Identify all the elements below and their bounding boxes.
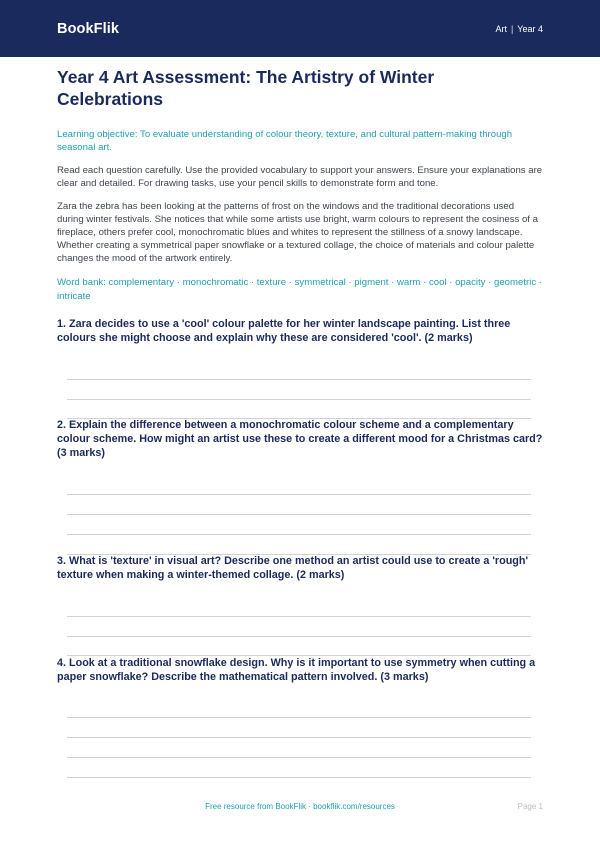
page-footer (0, 802, 600, 814)
answer-line[interactable] (67, 717, 531, 718)
answer-line[interactable] (67, 534, 531, 535)
top-bar (0, 0, 600, 57)
question-3-text: 3. What is 'texture' in visual art? Describe one method an artist could use to create a 'rough' texture when making a winter-themed collage. (2 marks) (57, 555, 529, 581)
question-2 (57, 418, 543, 460)
word-bank: Word bank: complementary · monochromatic · texture · symmetrical · pigment · warm · cool · opacity · geometric · intricate (57, 277, 542, 302)
page-title: Year 4 Art Assessment: The Artistry of Winter Celebrations (57, 67, 435, 109)
answer-line[interactable] (67, 757, 531, 758)
breadcrumb-year[interactable]: Year 4 (517, 23, 543, 34)
learning-objective: Learning objective: To evaluate understanding of colour theory, texture, and cultural pattern-making through seasonal art. (57, 129, 513, 153)
instructions-text: Read each question carefully. Use the provided vocabulary to support your answers. Ensure your explanations are clear and detailed. For drawing tasks, use your pencil skills to demonstrate form and tone. (57, 165, 543, 189)
intro-text: Zara the zebra has been looking at the patterns of frost on the windows and the traditional decorations used during winter festivals. She notices that while some artists use bright, warm colours to represent the cosiness of a fireplace, others prefer cool, monochromatic blues and whites to represent the stillness of a snowy landscape. Whether creating a symmetrical paper snowflake or a textured collage, the choice of materials and colour palette changes the mood of the artwork entirely. (57, 201, 538, 264)
question-1-text: 1. Zara decides to use a 'cool' colour palette for her winter landscape painting. List three colours she might choose and explain why these are considered 'cool'. (2 marks) (57, 318, 511, 344)
footer-resource-link[interactable]: Free resource from BookFlik · bookflik.com/resources (205, 802, 395, 811)
question-3 (57, 554, 543, 582)
question-4 (57, 656, 543, 684)
breadcrumb-separator: | (510, 23, 514, 34)
answer-line[interactable] (67, 616, 531, 617)
answer-line[interactable] (67, 636, 531, 637)
answer-line[interactable] (67, 379, 531, 380)
answer-line[interactable] (67, 777, 531, 778)
page-number: Page 1 (517, 802, 543, 811)
question-1 (57, 317, 543, 345)
answer-line[interactable] (67, 494, 531, 495)
breadcrumb-subject[interactable]: Art (495, 23, 507, 34)
answer-line[interactable] (67, 737, 531, 738)
breadcrumb (495, 24, 543, 34)
question-4-text: 4. Look at a traditional snowflake design. Why is it important to use symmetry when cutting a paper snowflake? Describe the mathematical pattern involved. (3 marks) (57, 657, 536, 683)
answer-line[interactable] (67, 399, 531, 400)
question-2-text: 2. Explain the difference between a monochromatic colour scheme and a complementary colour scheme. How might an artist use these to create a different mood for a Christmas card? (3 marks) (57, 419, 543, 459)
answer-line[interactable] (67, 514, 531, 515)
brand-logo[interactable]: BookFlik (57, 20, 120, 37)
worksheet-intro (57, 66, 543, 304)
